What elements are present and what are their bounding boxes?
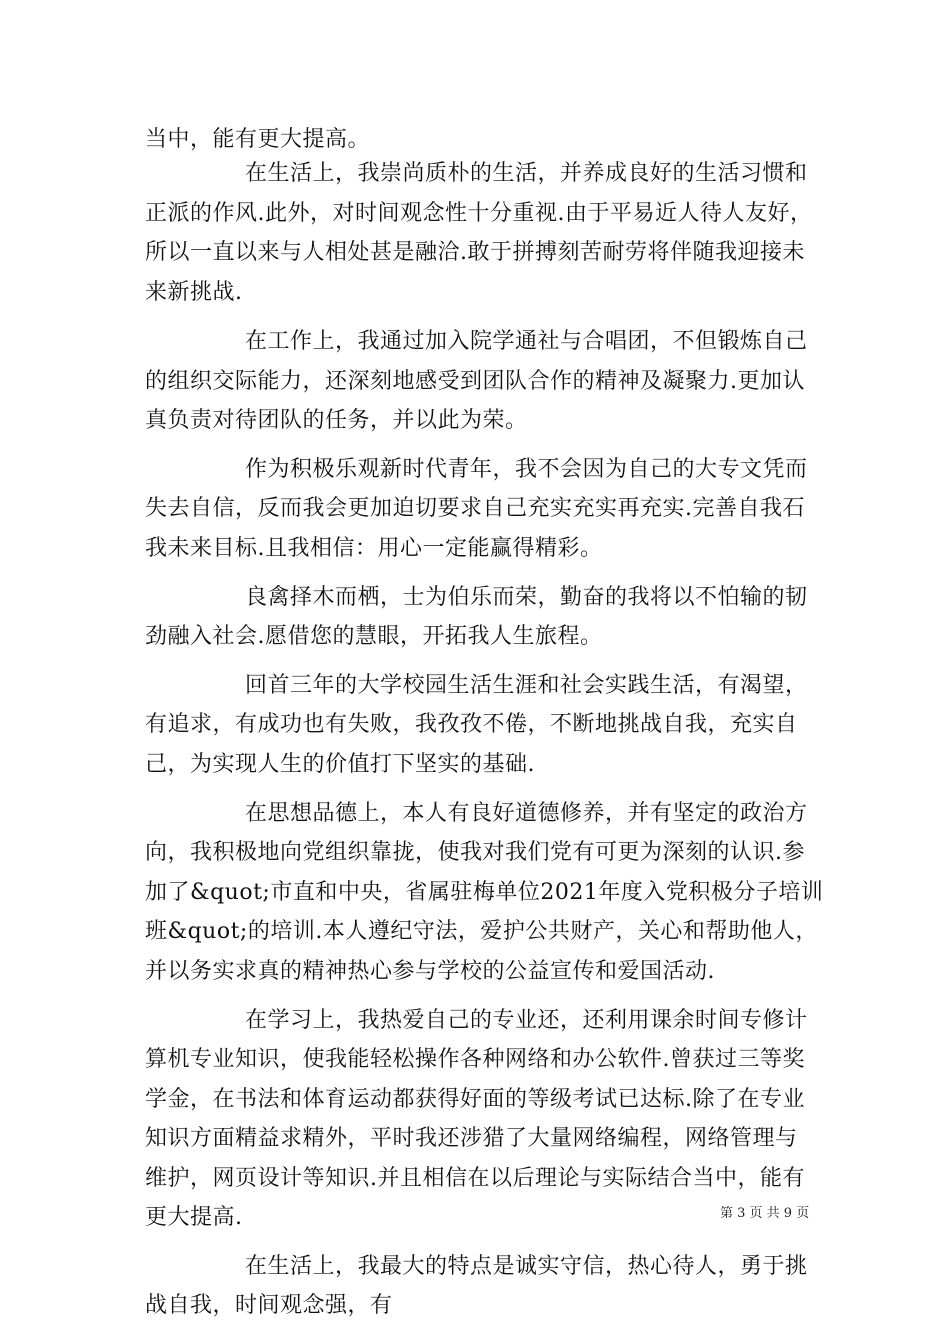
paragraph-start: 在生活上，我最大的特点是诚实守信，热心待人，勇于挑 xyxy=(245,1254,808,1279)
paragraph-start: 在思想品德上，本人有良好道德修养，并有坚定的政治方 xyxy=(245,801,808,826)
text-line: 算机专业知识，使我能轻松操作各种网络和办公软件.曾获过三等奖 xyxy=(145,1047,805,1072)
text-line: 当中，能有更大提高。 xyxy=(145,127,371,152)
page-number: 第 3 页 共 9 页 xyxy=(720,1206,810,1221)
text-line: 真负责对待团队的任务，并以此为荣。 xyxy=(145,408,528,433)
text-line: 劲融入社会.愿借您的慧眼，开拓我人生旅程。 xyxy=(145,624,603,649)
paragraph-start: 良禽择木而栖，士为伯乐而荣，勤奋的我将以不怕输的韧 xyxy=(245,585,808,610)
text-line: 加了&quot;市直和中央，省属驻梅单位2021年度入党积极分子培训 xyxy=(145,880,824,905)
text-line: 战自我，时间观念强，有 xyxy=(145,1293,393,1318)
paragraph-start: 回首三年的大学校园生活生涯和社会实践生活，有渴望， xyxy=(245,673,808,698)
text-line: 班&quot;的培训.本人遵纪守法，爱护公共财产，关心和帮助他人， xyxy=(145,919,818,944)
text-line: 来新挑战. xyxy=(145,280,243,305)
paragraph-start: 在生活上，我崇尚质朴的生活，并养成良好的生活习惯和 xyxy=(245,161,808,186)
text-line: 有追求，有成功也有失败，我孜孜不倦，不断地挑战自我，充实自 xyxy=(145,712,798,737)
text-line: 正派的作风.此外，对时间观念性十分重视.由于平易近人待人友好， xyxy=(145,201,813,226)
text-line: 的组织交际能力，还深刻地感受到团队合作的精神及凝聚力.更加认 xyxy=(145,369,805,394)
text-line: 己，为实现人生的价值打下坚实的基础. xyxy=(145,752,535,777)
text-line: 向，我积极地向党组织靠拢，使我对我们党有可更为深刻的认识.参 xyxy=(145,840,805,865)
text-line: 所以一直以来与人相处甚是融洽.敢于拼搏刻苦耐劳将伴随我迎接未 xyxy=(145,240,805,265)
paragraph-start: 在工作上，我通过加入院学通社与合唱团，不但锻炼自己 xyxy=(245,329,808,354)
text-line: 维护，网页设计等知识.并且相信在以后理论与实际结合当中，能有 xyxy=(145,1166,805,1191)
text-line: 并以务实求真的精神热心参与学校的公益宣传和爱国活动. xyxy=(145,959,715,984)
paragraph-start: 在学习上，我热爱自己的专业还，还利用课余时间专修计 xyxy=(245,1008,808,1033)
text-line: 学金，在书法和体育运动都获得好面的等级考试已达标.除了在专业 xyxy=(145,1087,805,1112)
text-line: 更大提高. xyxy=(145,1205,243,1230)
text-line: 知识方面精益求精外，平时我还涉猎了大量网络编程，网络管理与 xyxy=(145,1126,798,1151)
text-line: 失去自信，反而我会更加迫切要求自己充实充实再充实.完善自我石 xyxy=(145,496,805,521)
paragraph-start: 作为积极乐观新时代青年，我不会因为自己的大专文凭而 xyxy=(245,457,808,482)
text-line: 我未来目标.且我相信：用心一定能赢得精彩。 xyxy=(145,536,603,561)
